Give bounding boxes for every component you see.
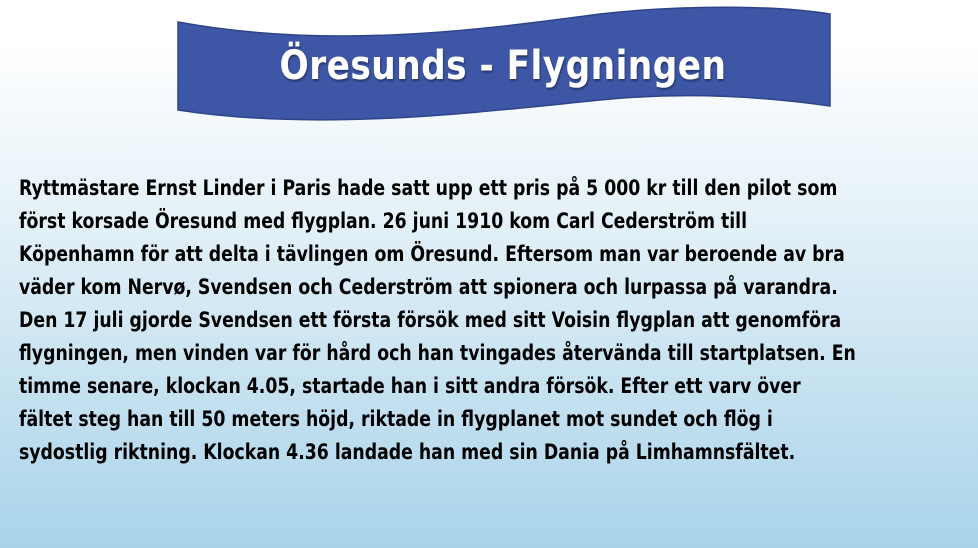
- body-line: först korsade Öresund med flygplan. 26 juni 1910 kom Carl Cederström till: [19, 209, 748, 233]
- body-line: sydostlig riktning. Klockan 4.36 landade han med sin Dania på Limhamnsfältet.: [19, 440, 796, 464]
- body-line: timme senare, klockan 4.05, startade han i sitt andra försök. Efter ett varv över: [19, 374, 801, 398]
- slide-title: Öresunds - Flygningen: [279, 43, 727, 89]
- body-line: fältet steg han till 50 meters höjd, riktade in flygplanet mot sundet och flög i: [19, 407, 773, 431]
- body-line: Den 17 juli gjorde Svendsen ett första försök med sitt Voisin flygplan att genomföra: [19, 308, 842, 332]
- body-line: Ryttmästare Ernst Linder i Paris hade satt upp ett pris på 5 000 kr till den pilot som: [19, 176, 838, 200]
- body-line: flygningen, men vinden var för hård och han tvingades återvända till startplatsen. En: [19, 341, 856, 365]
- body-paragraph: [19, 172, 856, 469]
- title-banner: [0, 0, 978, 140]
- body-line: väder kom Nervø, Svendsen och Cederström att spionera och lurpassa på varandra.: [19, 275, 838, 299]
- body-line: Köpenhamn för att delta i tävlingen om Öresund. Eftersom man var beroende av bra: [19, 242, 845, 266]
